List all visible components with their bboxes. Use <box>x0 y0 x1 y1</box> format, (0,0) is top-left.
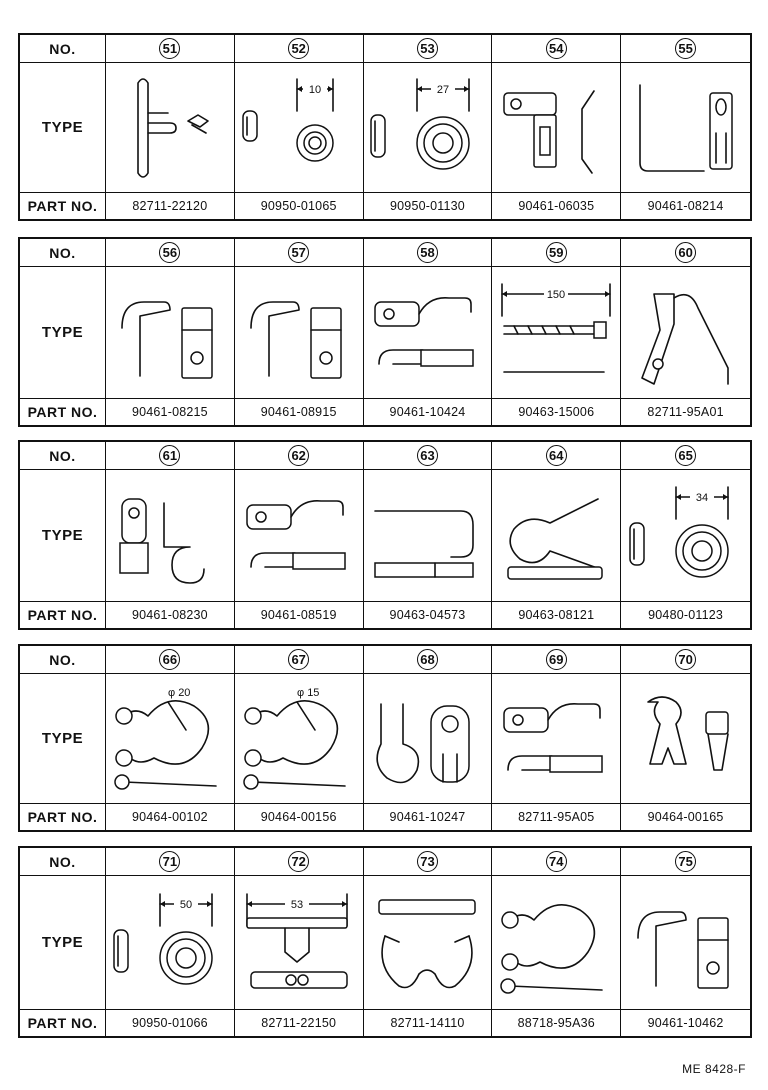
no-label: NO. <box>20 239 106 267</box>
item-number-cell <box>106 646 235 674</box>
item-number: 64 <box>546 445 567 466</box>
part-number: 82711-22150 <box>235 1010 364 1036</box>
twin-hook-clip-icon <box>106 63 235 193</box>
item-number-cell <box>364 35 493 63</box>
s-hook-clamp-icon <box>106 470 235 602</box>
part-number: 90950-01130 <box>364 193 493 219</box>
part-number: 82711-95A05 <box>492 804 621 830</box>
item-number: 52 <box>288 38 309 59</box>
svg-text:27: 27 <box>437 83 450 96</box>
item-number-cell <box>235 646 364 674</box>
item-number: 55 <box>675 38 696 59</box>
clamp-icon <box>235 470 364 602</box>
part-number: 90461-08214 <box>647 199 724 213</box>
item-number: 74 <box>546 851 567 872</box>
item-number: 69 <box>546 649 567 670</box>
part-number: 82711-14110 <box>364 1010 493 1036</box>
grommet-icon <box>364 63 493 193</box>
part-no-label: PART NO. <box>20 399 106 425</box>
item-number-cell <box>364 646 493 674</box>
u-clip-icon <box>364 470 493 602</box>
part-number: 90461-08519 <box>235 602 364 628</box>
part-no-label: PART NO. <box>20 602 106 628</box>
item-number: 58 <box>417 242 438 263</box>
item-number: 57 <box>288 242 309 263</box>
no-label: NO. <box>20 442 106 470</box>
part-number: 90480-01123 <box>648 608 724 622</box>
svg-text:φ 15: φ 15 <box>296 686 320 699</box>
drawing-reference: ME 8428-F <box>682 1062 746 1076</box>
item-number: 66 <box>159 649 180 670</box>
item-number-cell <box>106 442 235 470</box>
svg-text:10: 10 <box>308 83 321 96</box>
hook-clamp-icon <box>106 267 235 399</box>
item-number: 65 <box>675 445 696 466</box>
parts-table <box>18 440 752 630</box>
grommet-icon <box>621 470 750 602</box>
item-number-cell <box>492 646 621 674</box>
item-number: 73 <box>417 851 438 872</box>
part-number: 90463-08121 <box>492 602 621 628</box>
hook-clamp-icon <box>621 876 750 1010</box>
type-label: TYPE <box>20 470 106 602</box>
grommet-icon <box>235 63 364 193</box>
bracket-clamp-icon <box>492 63 621 193</box>
item-number-cell <box>364 848 493 876</box>
item-number: 60 <box>675 242 696 263</box>
part-number: 82711-95A01 <box>647 405 724 419</box>
item-number-cell <box>106 848 235 876</box>
svg-text:φ 20: φ 20 <box>167 686 191 699</box>
part-number: 90461-06035 <box>492 193 621 219</box>
cable-tie-icon <box>492 267 621 399</box>
part-number: 90461-10247 <box>364 804 493 830</box>
part-no-label: PART NO. <box>20 804 106 830</box>
part-number: 90463-15006 <box>492 399 621 425</box>
item-number-cell <box>364 239 493 267</box>
item-number-cell <box>492 442 621 470</box>
part-number: 90464-00102 <box>106 804 235 830</box>
parts-table <box>18 33 752 221</box>
item-number-cell <box>621 239 750 267</box>
no-label: NO. <box>20 646 106 674</box>
item-number-cell <box>621 646 750 674</box>
part-number: 90461-08915 <box>235 399 364 425</box>
part-number: 90461-10424 <box>364 399 493 425</box>
item-number-cell <box>235 35 364 63</box>
item-number: 68 <box>417 649 438 670</box>
type-label: TYPE <box>20 63 106 193</box>
item-number-cell <box>235 848 364 876</box>
part-no-label: PART NO. <box>20 1010 106 1036</box>
item-number-cell <box>621 442 750 470</box>
item-number-cell <box>492 239 621 267</box>
item-number: 56 <box>159 242 180 263</box>
item-number: 54 <box>546 38 567 59</box>
svg-text:50: 50 <box>179 898 193 911</box>
item-number: 61 <box>159 445 180 466</box>
item-number: 70 <box>675 649 696 670</box>
item-number: 51 <box>159 38 180 59</box>
l-bracket-clamp-icon <box>621 63 750 193</box>
cable-clip-icon <box>235 674 364 804</box>
cable-clip-icon <box>492 876 621 1010</box>
bracket-icon <box>621 267 750 399</box>
part-number: 90950-01066 <box>106 1010 235 1036</box>
loop-clamp-icon <box>364 674 493 804</box>
band-clamp-icon <box>364 876 493 1010</box>
part-number: 88718-95A36 <box>492 1010 621 1036</box>
type-label: TYPE <box>20 876 106 1010</box>
item-number-cell <box>235 239 364 267</box>
item-number-cell <box>492 848 621 876</box>
item-number-cell <box>364 442 493 470</box>
part-number: 90461-08230 <box>106 602 235 628</box>
item-number: 59 <box>546 242 567 263</box>
svg-text:53: 53 <box>290 898 303 911</box>
parts-table <box>18 644 752 832</box>
part-number: 90464-00156 <box>235 804 364 830</box>
item-number: 53 <box>417 38 438 59</box>
svg-text:34: 34 <box>695 491 708 504</box>
item-number: 62 <box>288 445 309 466</box>
type-label: TYPE <box>20 674 106 804</box>
part-number: 90461-08215 <box>106 399 235 425</box>
rail-clip-icon <box>235 876 364 1010</box>
clamp-icon <box>364 267 493 399</box>
item-number-cell <box>106 35 235 63</box>
no-label: NO. <box>20 35 106 63</box>
push-clip-icon <box>621 674 750 804</box>
type-label: TYPE <box>20 267 106 399</box>
part-number: 90461-10462 <box>647 1016 724 1030</box>
parts-table <box>18 237 752 427</box>
parts-table <box>18 846 752 1038</box>
item-number: 71 <box>159 851 180 872</box>
part-no-label: PART NO. <box>20 193 106 219</box>
hook-clamp-icon <box>235 267 364 399</box>
svg-text:150: 150 <box>547 288 566 301</box>
open-clip-icon <box>492 470 621 602</box>
cable-clip-icon <box>106 674 235 804</box>
part-number: 90463-04573 <box>364 602 493 628</box>
part-number: 90950-01065 <box>235 193 364 219</box>
item-number: 63 <box>417 445 438 466</box>
item-number-cell <box>621 848 750 876</box>
item-number-cell <box>492 35 621 63</box>
item-number-cell <box>235 442 364 470</box>
item-number: 72 <box>288 851 309 872</box>
item-number: 75 <box>675 851 696 872</box>
no-label: NO. <box>20 848 106 876</box>
item-number-cell <box>621 35 750 63</box>
clamp-icon <box>492 674 621 804</box>
grommet-icon <box>106 876 235 1010</box>
item-number-cell <box>106 239 235 267</box>
part-number: 82711-22120 <box>106 193 235 219</box>
item-number: 67 <box>288 649 309 670</box>
part-number: 90464-00165 <box>647 810 724 824</box>
